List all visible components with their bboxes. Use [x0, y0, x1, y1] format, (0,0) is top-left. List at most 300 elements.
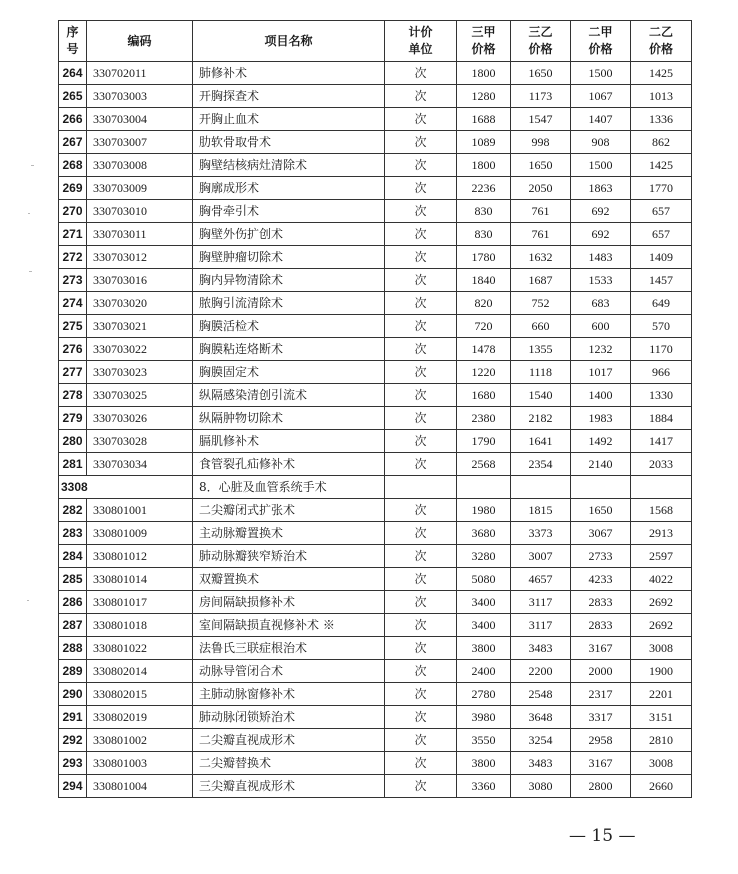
row-price-tier4: 2810: [631, 729, 692, 752]
row-item-name: 胸膜固定术: [193, 361, 385, 384]
table-row: [59, 131, 692, 154]
row-price-tier3: 692: [571, 200, 631, 223]
group-empty-cell: [631, 476, 692, 499]
row-price-tier4: 1770: [631, 177, 692, 200]
row-unit: 次: [385, 62, 457, 85]
row-price-tier4: 657: [631, 223, 692, 246]
row-price-tier2: 1540: [511, 384, 571, 407]
row-price-tier4: 1884: [631, 407, 692, 430]
row-code: 330703034: [87, 453, 193, 476]
row-price-tier4: 649: [631, 292, 692, 315]
row-price-tier4: 1170: [631, 338, 692, 361]
row-unit: 次: [385, 660, 457, 683]
row-price-tier1: 3550: [457, 729, 511, 752]
row-unit: 次: [385, 292, 457, 315]
row-code: 330703025: [87, 384, 193, 407]
row-price-tier3: 3067: [571, 522, 631, 545]
row-code: 330703028: [87, 430, 193, 453]
row-serial: 270: [59, 200, 87, 223]
row-serial: 269: [59, 177, 87, 200]
row-price-tier4: 2201: [631, 683, 692, 706]
row-price-tier2: 3254: [511, 729, 571, 752]
row-price-tier2: 1815: [511, 499, 571, 522]
row-price-tier4: 3151: [631, 706, 692, 729]
row-item-name: 胸骨牵引术: [193, 200, 385, 223]
row-price-tier1: 830: [457, 200, 511, 223]
table-row: [59, 729, 692, 752]
row-item-name: 胸壁外伤扩创术: [193, 223, 385, 246]
row-price-tier1: 3400: [457, 591, 511, 614]
row-item-name: 二尖瓣闭式扩张术: [193, 499, 385, 522]
row-code: 330801018: [87, 614, 193, 637]
row-unit: 次: [385, 177, 457, 200]
row-price-tier3: 2000: [571, 660, 631, 683]
row-item-name: 纵隔肿物切除术: [193, 407, 385, 430]
table-row: [59, 85, 692, 108]
row-serial: 273: [59, 269, 87, 292]
row-price-tier4: 1457: [631, 269, 692, 292]
row-price-tier2: 3483: [511, 752, 571, 775]
row-code: 330801004: [87, 775, 193, 798]
row-price-tier4: 2913: [631, 522, 692, 545]
table-body-section-b: [59, 499, 692, 798]
row-unit: 次: [385, 430, 457, 453]
row-price-tier1: 1089: [457, 131, 511, 154]
row-unit: 次: [385, 453, 457, 476]
row-item-name: 胸廓成形术: [193, 177, 385, 200]
row-serial: 289: [59, 660, 87, 683]
row-code: 330802019: [87, 706, 193, 729]
row-code: 330802015: [87, 683, 193, 706]
table-body-section-a: [59, 62, 692, 476]
row-price-tier2: 3117: [511, 591, 571, 614]
group-name: 8．心脏及血管系统手术: [193, 476, 385, 499]
row-price-tier2: 2200: [511, 660, 571, 683]
row-code: 330703023: [87, 361, 193, 384]
row-price-tier2: 752: [511, 292, 571, 315]
price-table: [58, 20, 692, 798]
row-code: 330703012: [87, 246, 193, 269]
table-row: [59, 407, 692, 430]
row-price-tier2: 1547: [511, 108, 571, 131]
row-price-tier3: 4233: [571, 568, 631, 591]
row-code: 330703008: [87, 154, 193, 177]
row-unit: 次: [385, 637, 457, 660]
row-price-tier2: 761: [511, 200, 571, 223]
row-item-name: 三尖瓣直视成形术: [193, 775, 385, 798]
header-price-tier4: 二乙 价格: [631, 21, 692, 62]
row-item-name: 胸膜活检术: [193, 315, 385, 338]
row-price-tier2: 1118: [511, 361, 571, 384]
row-item-name: 肺动脉闭锁矫治术: [193, 706, 385, 729]
row-price-tier1: 3680: [457, 522, 511, 545]
row-unit: 次: [385, 269, 457, 292]
row-price-tier3: 2833: [571, 591, 631, 614]
row-price-tier2: 3117: [511, 614, 571, 637]
row-price-tier2: 3483: [511, 637, 571, 660]
row-unit: 次: [385, 775, 457, 798]
group-row: [59, 476, 692, 499]
row-item-name: 二尖瓣替换术: [193, 752, 385, 775]
row-price-tier4: 1013: [631, 85, 692, 108]
row-price-tier3: 1017: [571, 361, 631, 384]
table-row: [59, 269, 692, 292]
row-price-tier3: 2733: [571, 545, 631, 568]
row-price-tier4: 966: [631, 361, 692, 384]
row-item-name: 二尖瓣直视成形术: [193, 729, 385, 752]
row-price-tier4: 1417: [631, 430, 692, 453]
row-price-tier4: 2692: [631, 614, 692, 637]
table-row: [59, 338, 692, 361]
scan-speck: [27, 600, 29, 601]
page-number: — 15 —: [569, 826, 636, 846]
row-price-tier1: 2380: [457, 407, 511, 430]
row-price-tier1: 1800: [457, 154, 511, 177]
header-price-tier3: 二甲 价格: [571, 21, 631, 62]
row-price-tier1: 1790: [457, 430, 511, 453]
row-price-tier3: 1067: [571, 85, 631, 108]
row-price-tier2: 4657: [511, 568, 571, 591]
row-item-name: 胸内异物清除术: [193, 269, 385, 292]
header-price-tier1: 三甲 价格: [457, 21, 511, 62]
row-price-tier3: 2800: [571, 775, 631, 798]
row-price-tier4: 862: [631, 131, 692, 154]
row-code: 330801014: [87, 568, 193, 591]
row-serial: 271: [59, 223, 87, 246]
table-row: [59, 246, 692, 269]
row-price-tier4: 1409: [631, 246, 692, 269]
row-unit: 次: [385, 407, 457, 430]
header-code: 编码: [87, 21, 193, 62]
row-price-tier3: 683: [571, 292, 631, 315]
header-item-name: 项目名称: [193, 21, 385, 62]
row-price-tier3: 600: [571, 315, 631, 338]
table-row: [59, 614, 692, 637]
row-price-tier3: 2833: [571, 614, 631, 637]
row-price-tier4: 1900: [631, 660, 692, 683]
row-unit: 次: [385, 246, 457, 269]
row-item-name: 胸壁肿瘤切除术: [193, 246, 385, 269]
row-code: 330801022: [87, 637, 193, 660]
row-price-tier2: 1687: [511, 269, 571, 292]
row-unit: 次: [385, 568, 457, 591]
table-row: [59, 683, 692, 706]
scan-speck: [31, 165, 34, 166]
table-row: [59, 315, 692, 338]
row-price-tier2: 2050: [511, 177, 571, 200]
group-empty-cell: [511, 476, 571, 499]
row-unit: 次: [385, 752, 457, 775]
row-unit: 次: [385, 499, 457, 522]
row-serial: 294: [59, 775, 87, 798]
row-serial: 291: [59, 706, 87, 729]
row-price-tier1: 2780: [457, 683, 511, 706]
row-code: 330703010: [87, 200, 193, 223]
table-row: [59, 545, 692, 568]
row-price-tier3: 2958: [571, 729, 631, 752]
row-price-tier1: 1280: [457, 85, 511, 108]
table-row: [59, 499, 692, 522]
row-code: 330703022: [87, 338, 193, 361]
row-unit: 次: [385, 223, 457, 246]
group-empty-cell: [385, 476, 457, 499]
group-empty-cell: [571, 476, 631, 499]
row-item-name: 开胸探查术: [193, 85, 385, 108]
row-price-tier1: 1840: [457, 269, 511, 292]
row-price-tier3: 1863: [571, 177, 631, 200]
row-code: 330703003: [87, 85, 193, 108]
row-item-name: 室间隔缺损直视修补术 ※: [193, 614, 385, 637]
row-serial: 274: [59, 292, 87, 315]
row-item-name: 双瓣置换术: [193, 568, 385, 591]
row-price-tier3: 1500: [571, 154, 631, 177]
header-serial: 序 号: [59, 21, 87, 62]
row-unit: 次: [385, 545, 457, 568]
row-price-tier2: 3007: [511, 545, 571, 568]
row-price-tier1: 5080: [457, 568, 511, 591]
row-serial: 283: [59, 522, 87, 545]
row-code: 330702011: [87, 62, 193, 85]
row-item-name: 食管裂孔疝修补术: [193, 453, 385, 476]
row-price-tier4: 1330: [631, 384, 692, 407]
row-unit: 次: [385, 591, 457, 614]
row-price-tier2: 3373: [511, 522, 571, 545]
row-item-name: 法鲁氏三联症根治术: [193, 637, 385, 660]
row-price-tier1: 720: [457, 315, 511, 338]
row-price-tier2: 3648: [511, 706, 571, 729]
row-price-tier3: 3167: [571, 637, 631, 660]
group-code: 3308: [59, 476, 193, 499]
row-code: 330703026: [87, 407, 193, 430]
table-row: [59, 568, 692, 591]
row-price-tier3: 1533: [571, 269, 631, 292]
row-price-tier1: 3400: [457, 614, 511, 637]
scan-speck: [29, 271, 32, 272]
table-row: [59, 775, 692, 798]
row-unit: 次: [385, 729, 457, 752]
row-code: 330801012: [87, 545, 193, 568]
row-unit: 次: [385, 108, 457, 131]
row-serial: 279: [59, 407, 87, 430]
table-row: [59, 292, 692, 315]
row-price-tier4: 657: [631, 200, 692, 223]
row-item-name: 房间隔缺损修补术: [193, 591, 385, 614]
row-price-tier1: 2568: [457, 453, 511, 476]
table-group-section: [59, 476, 692, 499]
table-row: [59, 660, 692, 683]
row-item-name: 胸膜粘连烙断术: [193, 338, 385, 361]
row-item-name: 肋软骨取骨术: [193, 131, 385, 154]
row-serial: 286: [59, 591, 87, 614]
header-unit: 计价 单位: [385, 21, 457, 62]
row-price-tier4: 2660: [631, 775, 692, 798]
row-price-tier4: 3008: [631, 752, 692, 775]
table-row: [59, 706, 692, 729]
row-code: 330801017: [87, 591, 193, 614]
row-serial: 293: [59, 752, 87, 775]
table-row: [59, 154, 692, 177]
row-price-tier3: 3167: [571, 752, 631, 775]
row-serial: 268: [59, 154, 87, 177]
row-unit: 次: [385, 384, 457, 407]
table-row: [59, 177, 692, 200]
row-price-tier3: 908: [571, 131, 631, 154]
row-price-tier1: 820: [457, 292, 511, 315]
table-row: [59, 384, 692, 407]
row-code: 330703021: [87, 315, 193, 338]
row-unit: 次: [385, 706, 457, 729]
row-serial: 266: [59, 108, 87, 131]
row-item-name: 纵隔感染清创引流术: [193, 384, 385, 407]
row-price-tier1: 3280: [457, 545, 511, 568]
row-serial: 275: [59, 315, 87, 338]
row-price-tier2: 1641: [511, 430, 571, 453]
row-price-tier1: 2236: [457, 177, 511, 200]
row-price-tier2: 1355: [511, 338, 571, 361]
row-price-tier2: 1650: [511, 154, 571, 177]
row-unit: 次: [385, 200, 457, 223]
row-item-name: 胸壁结核病灶清除术: [193, 154, 385, 177]
group-empty-cell: [457, 476, 511, 499]
row-price-tier3: 1400: [571, 384, 631, 407]
row-price-tier4: 1568: [631, 499, 692, 522]
row-price-tier1: 1220: [457, 361, 511, 384]
table-row: [59, 752, 692, 775]
table-row: [59, 62, 692, 85]
row-serial: 281: [59, 453, 87, 476]
row-price-tier3: 1483: [571, 246, 631, 269]
row-price-tier2: 1632: [511, 246, 571, 269]
row-serial: 267: [59, 131, 87, 154]
row-serial: 292: [59, 729, 87, 752]
row-serial: 278: [59, 384, 87, 407]
row-price-tier4: 570: [631, 315, 692, 338]
row-unit: 次: [385, 315, 457, 338]
row-price-tier1: 1478: [457, 338, 511, 361]
row-price-tier3: 1232: [571, 338, 631, 361]
row-unit: 次: [385, 338, 457, 361]
row-price-tier2: 761: [511, 223, 571, 246]
row-code: 330703007: [87, 131, 193, 154]
table-row: [59, 637, 692, 660]
row-code: 330801002: [87, 729, 193, 752]
table-header: [59, 21, 692, 62]
row-price-tier4: 2597: [631, 545, 692, 568]
row-price-tier1: 3360: [457, 775, 511, 798]
row-serial: 288: [59, 637, 87, 660]
row-price-tier1: 1688: [457, 108, 511, 131]
row-price-tier3: 2317: [571, 683, 631, 706]
row-price-tier1: 1980: [457, 499, 511, 522]
row-price-tier2: 998: [511, 131, 571, 154]
row-price-tier4: 4022: [631, 568, 692, 591]
row-price-tier2: 2354: [511, 453, 571, 476]
row-item-name: 肺动脉瓣狭窄矫治术: [193, 545, 385, 568]
row-price-tier3: 1650: [571, 499, 631, 522]
row-item-name: 主动脉瓣置换术: [193, 522, 385, 545]
row-item-name: 主肺动脉窗修补术: [193, 683, 385, 706]
row-serial: 285: [59, 568, 87, 591]
row-price-tier2: 1650: [511, 62, 571, 85]
row-code: 330801003: [87, 752, 193, 775]
row-serial: 282: [59, 499, 87, 522]
row-unit: 次: [385, 683, 457, 706]
row-serial: 272: [59, 246, 87, 269]
row-price-tier3: 3317: [571, 706, 631, 729]
row-code: 330802014: [87, 660, 193, 683]
row-price-tier2: 2182: [511, 407, 571, 430]
row-code: 330703020: [87, 292, 193, 315]
row-price-tier1: 3800: [457, 752, 511, 775]
row-serial: 287: [59, 614, 87, 637]
row-price-tier4: 3008: [631, 637, 692, 660]
table-row: [59, 522, 692, 545]
row-price-tier1: 1780: [457, 246, 511, 269]
row-serial: 290: [59, 683, 87, 706]
table-row: [59, 591, 692, 614]
table-row: [59, 223, 692, 246]
row-price-tier2: 2548: [511, 683, 571, 706]
row-price-tier4: 1425: [631, 154, 692, 177]
row-item-name: 脓胸引流清除术: [193, 292, 385, 315]
table-row: [59, 200, 692, 223]
row-unit: 次: [385, 85, 457, 108]
row-item-name: 动脉导管闭合术: [193, 660, 385, 683]
row-serial: 277: [59, 361, 87, 384]
row-price-tier1: 3980: [457, 706, 511, 729]
row-code: 330703009: [87, 177, 193, 200]
row-price-tier3: 1500: [571, 62, 631, 85]
row-price-tier3: 692: [571, 223, 631, 246]
row-price-tier4: 1425: [631, 62, 692, 85]
row-price-tier1: 830: [457, 223, 511, 246]
row-price-tier3: 2140: [571, 453, 631, 476]
row-serial: 276: [59, 338, 87, 361]
row-code: 330801001: [87, 499, 193, 522]
row-serial: 265: [59, 85, 87, 108]
row-serial: 264: [59, 62, 87, 85]
row-price-tier2: 1173: [511, 85, 571, 108]
row-price-tier2: 660: [511, 315, 571, 338]
table-row: [59, 430, 692, 453]
row-code: 330703016: [87, 269, 193, 292]
row-unit: 次: [385, 131, 457, 154]
row-price-tier2: 3080: [511, 775, 571, 798]
row-code: 330703011: [87, 223, 193, 246]
row-unit: 次: [385, 361, 457, 384]
table-row: [59, 108, 692, 131]
table-row: [59, 361, 692, 384]
row-price-tier3: 1407: [571, 108, 631, 131]
row-price-tier3: 1492: [571, 430, 631, 453]
header-price-tier2: 三乙 价格: [511, 21, 571, 62]
table-row: [59, 453, 692, 476]
row-price-tier4: 2692: [631, 591, 692, 614]
row-item-name: 膈肌修补术: [193, 430, 385, 453]
row-item-name: 肺修补术: [193, 62, 385, 85]
row-price-tier1: 1680: [457, 384, 511, 407]
row-price-tier4: 2033: [631, 453, 692, 476]
row-price-tier1: 2400: [457, 660, 511, 683]
row-code: 330703004: [87, 108, 193, 131]
row-price-tier3: 1983: [571, 407, 631, 430]
row-code: 330801009: [87, 522, 193, 545]
row-price-tier4: 1336: [631, 108, 692, 131]
scan-speck: [28, 213, 30, 214]
row-item-name: 开胸止血术: [193, 108, 385, 131]
row-price-tier1: 1800: [457, 62, 511, 85]
row-unit: 次: [385, 522, 457, 545]
